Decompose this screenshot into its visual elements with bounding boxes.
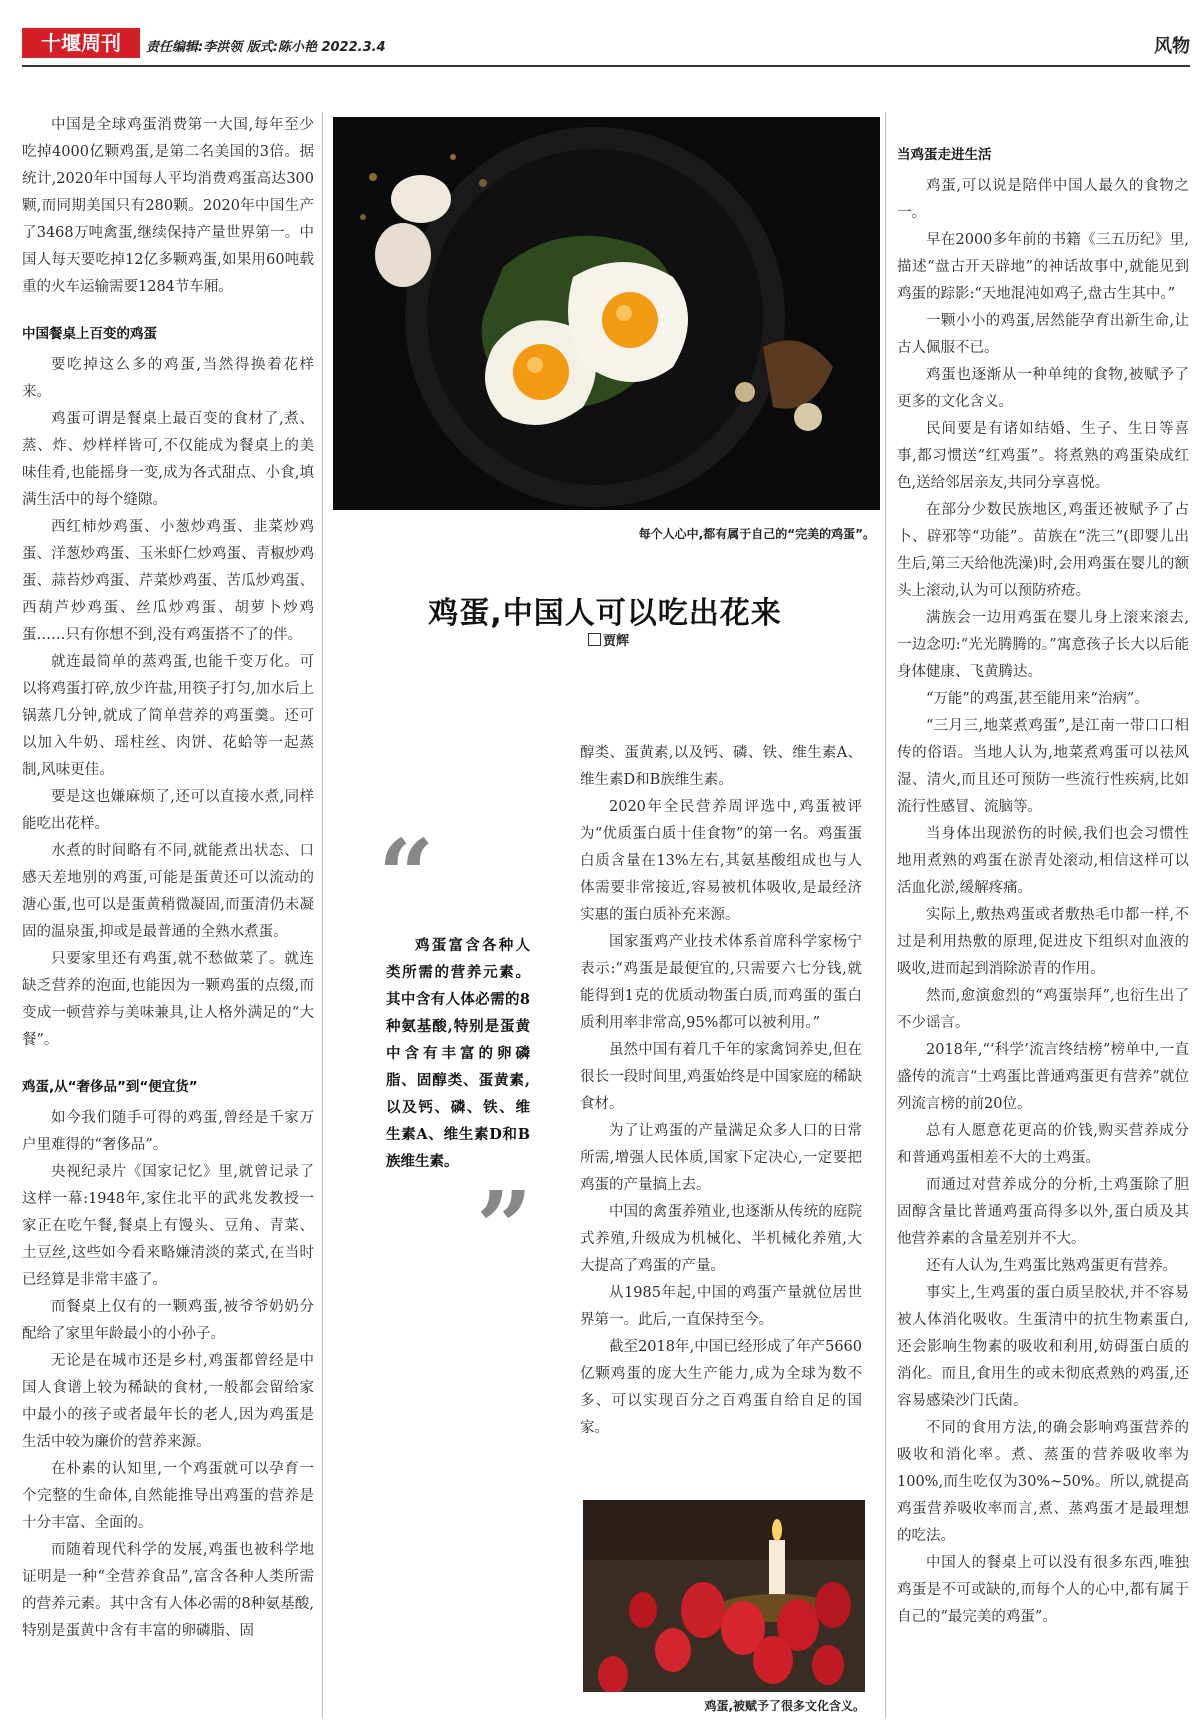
paragraph: 一颗小小的鸡蛋,居然能孕育出新生命,让古人佩服不已。: [897, 313, 1189, 356]
paragraph: 中国是全球鸡蛋消费第一大国,每年至少吃掉4000亿颗鸡蛋,是第二名美国的3倍。据统计,2020年中国每人平均消费鸡蛋高达300颗,而同期美国只有280颗。2020年中国生产了3468万吨禽蛋,继续保持产量世界第一。中国人每天要吃掉12亿多颗鸡蛋,如果用60吨载重的火车运输需要1284节车厢。: [22, 117, 314, 295]
paragraph: 截至2018年,中国已经形成了年产5660亿颗鸡蛋的庞大生产能力,成为全球为数不多、可以实现百分之百鸡蛋自给自足的国家。: [580, 1339, 862, 1436]
paragraph: 2018年,“‘科学’流言终结榜”榜单中,一直盛传的流言“土鸡蛋比普通鸡蛋更有营养”就位列流言榜的前20位。: [897, 1042, 1189, 1112]
red-eggs-illustration: [583, 1500, 865, 1692]
column-divider: [322, 112, 323, 1718]
close-quote-icon: ”: [476, 1171, 533, 1286]
paragraph: 醇类、蛋黄素,以及钙、磷、铁、维生素A、维生素D和B族维生素。: [580, 745, 862, 788]
paragraph: 早在2000多年前的书籍《三五历纪》里,描述“盘古开天辟地”的神话故事中,就能见到鸡蛋的踪影:“天地混沌如鸡子,盘古生其中。”: [897, 232, 1189, 302]
section-name: 风物: [1154, 36, 1190, 57]
article-column-3: [897, 142, 1189, 1717]
paragraph: 从1985年起,中国的鸡蛋产量就位居世界第一。此后,一直保持至今。: [580, 1285, 862, 1328]
header-rule: [22, 65, 1190, 67]
paragraph: 虽然中国有着几千年的家禽饲养史,但在很长一段时间里,鸡蛋始终是中国家庭的稀缺食材。: [580, 1042, 862, 1112]
paragraph: 西红柿炒鸡蛋、小葱炒鸡蛋、韭菜炒鸡蛋、洋葱炒鸡蛋、玉米虾仁炒鸡蛋、青椒炒鸡蛋、蒜苔炒鸡蛋、芹菜炒鸡蛋、苦瓜炒鸡蛋、西葫芦炒鸡蛋、丝瓜炒鸡蛋、胡萝卜炒鸡蛋……只有你想不到,没有鸡蛋搭不了的伴。: [22, 519, 314, 643]
paragraph: 要是这也嫌麻烦了,还可以直接水煮,同样能吃出花样。: [22, 789, 314, 832]
fried-eggs-photo: [333, 117, 880, 510]
photo-caption: 鸡蛋,被赋予了很多文化含义。: [704, 1699, 865, 1713]
paragraph: 鸡蛋也逐渐从一种单纯的食物,被赋予了更多的文化含义。: [897, 367, 1189, 410]
byline-box-icon: [588, 633, 601, 646]
paragraph: 水煮的时间略有不同,就能煮出状态、口感天差地别的鸡蛋,可能是蛋黄还可以流动的溏心蛋,也可以是蛋黄稍微凝固,而蛋清仍未凝固的温泉蛋,抑或是最普通的全熟水煮蛋。: [22, 843, 314, 940]
column-divider: [885, 112, 886, 1718]
subheading: 中国餐桌上百变的鸡蛋: [22, 326, 157, 342]
paragraph: 只要家里还有鸡蛋,就不愁做菜了。就连缺乏营养的泡面,也能因为一颗鸡蛋的点缀,而变成一顿营养与美味兼具,让人格外满足的“大餐”。: [22, 951, 314, 1048]
paragraph: 还有人认为,生鸡蛋比熟鸡蛋更有营养。: [926, 1258, 1178, 1274]
paragraph: 总有人愿意花更高的价钱,购买营养成分和普通鸡蛋相差不大的土鸡蛋。: [897, 1123, 1189, 1166]
article-column-1: [22, 112, 314, 1718]
article-column-2: [580, 740, 862, 1480]
paragraph: 国家蛋鸡产业技术体系首席科学家杨宁表示:“鸡蛋是最便宜的,只需要六七分钱,就能得到1克的优质动物蛋白质,而鸡蛋的蛋白质利用率非常高,95%都可以被利用。”: [580, 934, 862, 1031]
paragraph: 无论是在城市还是乡村,鸡蛋都曾经是中国人食谱上较为稀缺的食材,一般都会留给家中最小的孩子或者最年长的老人,因为鸡蛋是生活中较为廉价的营养来源。: [22, 1353, 314, 1450]
editor-line: 责任编辑:李洪领 版式:陈小艳 2022.3.4: [146, 40, 386, 55]
paragraph: 要吃掉这么多的鸡蛋,当然得换着花样来。: [22, 357, 314, 400]
paragraph: 央视纪录片《国家记忆》里,就曾记录了这样一幕:1948年,家住北平的武兆发教授一家正在吃午餐,餐桌上有馒头、豆角、青菜、土豆丝,这些如今看来略嫌清淡的菜式,在当时已经算是非常丰盛了。: [22, 1164, 314, 1288]
paragraph: 鸡蛋,可以说是陪伴中国人最久的食物之一。: [897, 178, 1189, 221]
paragraph: 中国的禽蛋养殖业,也逐渐从传统的庭院式养殖,升级成为机械化、半机械化养殖,大大提高了鸡蛋的产量。: [580, 1204, 862, 1274]
subheading: 鸡蛋,从“奢侈品”到“便宜货”: [22, 1079, 198, 1095]
paragraph: “万能”的鸡蛋,甚至能用来“治病”。: [926, 691, 1149, 707]
paragraph: 鸡蛋可谓是餐桌上最百变的食材了,煮、蒸、炸、炒样样皆可,不仅能成为餐桌上的美味佳肴,也能摇身一变,成为各式甜点、小食,填满生活中的每个缝隙。: [22, 411, 314, 508]
red-eggs-photo: [583, 1500, 865, 1692]
pull-quote: 鸡蛋富含各种人类所需的营养元素。其中含有人体必需的8种氨基酸,特别是蛋黄中含有丰富的卵磷脂、固醇类、蛋黄素,以及钙、磷、铁、维生素A、维生素D和B族维生素。: [386, 937, 530, 1170]
article-headline: 鸡蛋,中国人可以吃出花来: [428, 596, 782, 631]
paragraph: 而随着现代科学的发展,鸡蛋也被科学地证明是一种“全营养食品”,富含各种人类所需的营养元素。其中含有人体必需的8种氨基酸,特别是蛋黄中含有丰富的卵磷脂、固: [22, 1542, 314, 1639]
open-quote-icon: “: [378, 819, 435, 934]
byline: [588, 630, 629, 649]
paragraph: 实际上,敷热鸡蛋或者敷热毛巾都一样,不过是利用热敷的原理,促进皮下组织对血液的吸收,进而起到消除淤青的作用。: [897, 907, 1189, 977]
paragraph: 当身体出现淤伤的时候,我们也会习惯性地用煮熟的鸡蛋在淤青处滚动,相信这样可以活血化淤,缓解疼痛。: [897, 826, 1189, 896]
paragraph: 中国人的餐桌上可以没有很多东西,唯独鸡蛋是不可或缺的,而每个人的心中,都有属于自己的“最完美的鸡蛋”。: [897, 1555, 1189, 1625]
paragraph: 然而,愈演愈烈的“鸡蛋崇拜”,也衍生出了不少谣言。: [897, 988, 1189, 1031]
paragraph: 民间要是有诸如结婚、生子、生日等喜事,都习惯送“红鸡蛋”。将煮熟的鸡蛋染成红色,送给邻居亲友,共同分享喜悦。: [897, 421, 1189, 491]
publication-logo: 十堰周刊: [22, 28, 140, 58]
paragraph: 而通过对营养成分的分析,土鸡蛋除了胆固醇含量比普通鸡蛋高得多以外,蛋白质及其他营养素的含量差别并不大。: [897, 1177, 1189, 1247]
paragraph: 如今我们随手可得的鸡蛋,曾经是千家万户里难得的“奢侈品”。: [22, 1110, 314, 1153]
paragraph: “三月三,地菜煮鸡蛋”,是江南一带口口相传的俗语。当地人认为,地菜煮鸡蛋可以祛风湿、清火,而且还可预防一些流行性疾病,比如流行性感冒、流脑等。: [897, 718, 1189, 815]
paragraph: 满族会一边用鸡蛋在婴儿身上滚来滚去,一边念叨:“光光腾腾的。”寓意孩子长大以后能身体健康、飞黄腾达。: [897, 610, 1189, 680]
paragraph: 在朴素的认知里,一个鸡蛋就可以孕育一个完整的生命体,自然能推导出鸡蛋的营养是十分丰富、全面的。: [22, 1461, 314, 1531]
paragraph: 就连最简单的蒸鸡蛋,也能千变万化。可以将鸡蛋打碎,放少许盐,用筷子打匀,加水后上锅蒸几分钟,就成了简单营养的鸡蛋羹。还可以加入牛奶、瑶柱丝、肉饼、花蛤等一起蒸制,风味更佳。: [22, 654, 314, 778]
paragraph: 为了让鸡蛋的产量满足众多人口的日常所需,增强人民体质,国家下定决心,一定要把鸡蛋的产量搞上去。: [580, 1123, 862, 1193]
paragraph: 在部分少数民族地区,鸡蛋还被赋予了占卜、辟邪等“功能”。苗族在“洗三”(即婴儿出生后,第三天给他洗澡)时,会用鸡蛋在婴儿的额头上滚动,认为可以预防疥疮。: [897, 502, 1189, 599]
paragraph: 而餐桌上仅有的一颗鸡蛋,被爷爷奶奶分配给了家里年龄最小的小孙子。: [22, 1299, 314, 1342]
fried-eggs-illustration: [333, 117, 880, 510]
paragraph: 事实上,生鸡蛋的蛋白质呈胶状,并不容易被人体消化吸收。生蛋清中的抗生物素蛋白,还会影响生物素的吸收和利用,妨碍蛋白质的消化。而且,食用生的或未彻底煮熟的鸡蛋,还容易感染沙门氏菌。: [897, 1285, 1189, 1409]
photo-caption: 每个人心中,都有属于自己的“完美的鸡蛋”。: [638, 527, 875, 541]
author-name: 贾辉: [603, 634, 630, 649]
paragraph: 不同的食用方法,的确会影响鸡蛋营养的吸收和消化率。煮、蒸蛋的营养吸收率为100%,而生吃仅为30%~50%。所以,就提高鸡蛋营养吸收率而言,煮、蒸鸡蛋才是最理想的吃法。: [897, 1420, 1189, 1544]
paragraph: 2020年全民营养周评选中,鸡蛋被评为“优质蛋白质十佳食物”的第一名。鸡蛋蛋白质含量在13%左右,其氨基酸组成也与人体需要非常接近,容易被机体吸收,是最经济实惠的蛋白质补充来源。: [580, 799, 862, 923]
subheading: 当鸡蛋走进生活: [897, 147, 992, 163]
page-header: [22, 28, 1190, 64]
